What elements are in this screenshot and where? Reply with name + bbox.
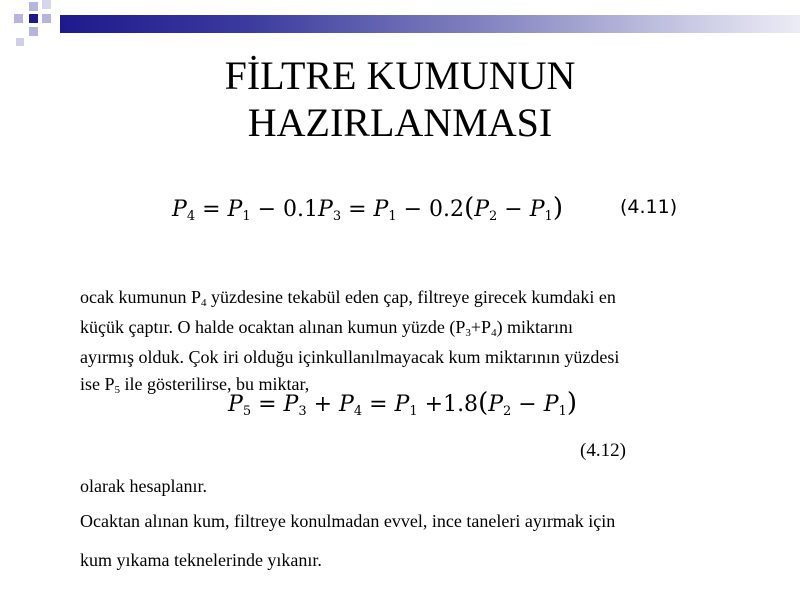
deco-square <box>29 27 38 36</box>
paragraph-line: kum yıkama teknelerinde yıkanır. <box>80 550 322 570</box>
title-gradient-band <box>60 15 800 33</box>
paragraph-line: ayırmış olduk. Çok iri olduğu içinkullanılmayacak kum miktarının yüzdesi <box>80 347 620 367</box>
deco-square <box>29 14 38 23</box>
equation-4-12: $P_5 = P_3 + P_4 = P_1 +1.8(P_2 - P_1)$ <box>228 388 577 419</box>
paragraph-line: küçük çaptır. O halde ocaktan alınan kumun yüzde $(P_3+P_4)$ miktarını <box>80 317 574 339</box>
deco-square <box>16 38 24 46</box>
paragraph-line: ise $P_5$ ile gösterilirse, bu miktar, <box>80 374 310 396</box>
paragraph-line: ocak kumunun $P_4$ yüzdesine tekabül eden çap, filtreye girecek kumdaki en <box>80 287 616 309</box>
paragraph-line: Ocaktan alınan kum, filtreye konulmadan evvel, ince taneleri ayırmak için <box>80 511 616 531</box>
equation-4-11: $P_4 = P_1 - 0.1P_3 = P_1 - 0.2(P_2 - P_1)$ <box>172 193 563 224</box>
deco-square <box>42 0 51 9</box>
title-line-2: HAZIRLANMASI <box>247 100 553 145</box>
deco-square <box>42 14 51 23</box>
deco-square <box>29 2 38 11</box>
equation-number-4-12: (4.12) <box>580 440 626 461</box>
page-title <box>0 52 800 146</box>
paragraph-line: olarak hesaplanır. <box>80 476 207 496</box>
equation-number-4-11: (4.11) <box>620 196 678 218</box>
title-line-1: FİLTRE KUMUNUN <box>224 53 576 98</box>
deco-square <box>14 14 23 23</box>
